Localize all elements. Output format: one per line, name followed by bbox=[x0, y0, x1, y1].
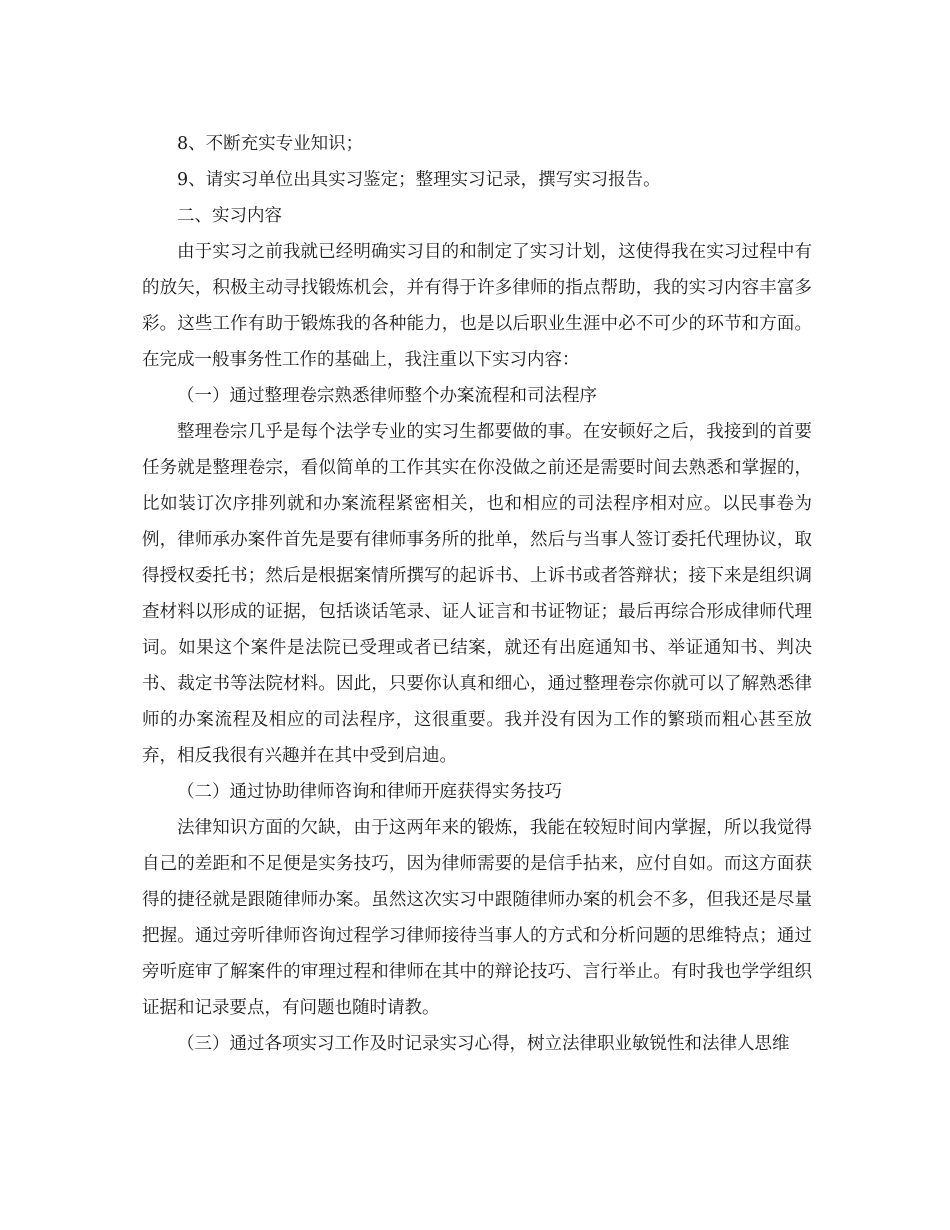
body-paragraph-intro: 由于实习之前我就已经明确实习目的和制定了实习计划，这使得我在实习过程中有的放矢，积极主动寻找锻炼机会，并有得于许多律师的指点帮助，我的实习内容丰富多彩。这些工作有助于锻炼我的各种能力，也是以后职业生涯中必不可少的环节和方面。在完成一般事务性工作的基础上，我注重以下实习内容： bbox=[142, 242, 812, 370]
body-paragraph-case-files: 整理卷宗几乎是每个法学专业的实习生都要做的事。在安顿好之后，我接到的首要任务就是整理卷宗，看似简单的工作其实在你没做之前还是需要时间去熟悉和掌握的，比如装订次序排列就和办案流程紧密相关，也和相应的司法程序相对应。以民事卷为例，律师承办案件首先是要有律师事务所的批单，然后与当事人签订委托代理协议，取得授权委托书；然后是根据案情所撰写的起诉书、上诉书或者答辩状；接下来是组织调查材料以形成的证据，包括谈话笔录、证人证言和书证物证；最后再综合形成律师代理词。如果这个案件是法院已受理或者已结案，就还有出庭通知书、举证通知书、判决书、裁定书等法院材料。因此，只要你认真和细心，通过整理卷宗你就可以了解熟悉律师的办案流程及相应的司法程序，这很重要。我并没有因为工作的繁琐而粗心甚至放弃，相反我很有兴趣并在其中受到启迪。 bbox=[142, 422, 812, 766]
body-paragraph-practical-skills: 法律知识方面的欠缺，由于这两年来的锻炼，我能在较短时间内掌握，所以我觉得自己的差距和不足便是实务技巧，因为律师需要的是信手拈来，应付自如。而这方面获得的捷径就是跟随律师办案。虽然这次实习中跟随律师办案的机会不多，但我还是尽量把握。通过旁听律师咨询过程学习律师接待当事人的方式和分析问题的思维特点；通过旁听庭审了解案件的审理过程和律师在其中的辩论技巧、言行举止。有时我也学学组织证据和记录要点，有问题也随时请教。 bbox=[142, 818, 812, 1018]
sub-heading-1: （一）通过整理卷宗熟悉律师整个办案流程和司法程序 bbox=[177, 386, 597, 406]
section-heading-internship-content: 二、实习内容 bbox=[177, 206, 282, 226]
list-item-8: 8、不断充实专业知识； bbox=[177, 134, 364, 154]
sub-heading-3: （三）通过各项实习工作及时记录实习心得，树立法律职业敏锐性和法律人思维 bbox=[177, 1034, 790, 1054]
sub-heading-2: （二）通过协助律师咨询和律师开庭获得实务技巧 bbox=[177, 782, 562, 802]
document-page bbox=[142, 126, 812, 1062]
list-item-9: 9、请实习单位出具实习鉴定；整理实习记录，撰写实习报告。 bbox=[177, 170, 661, 190]
